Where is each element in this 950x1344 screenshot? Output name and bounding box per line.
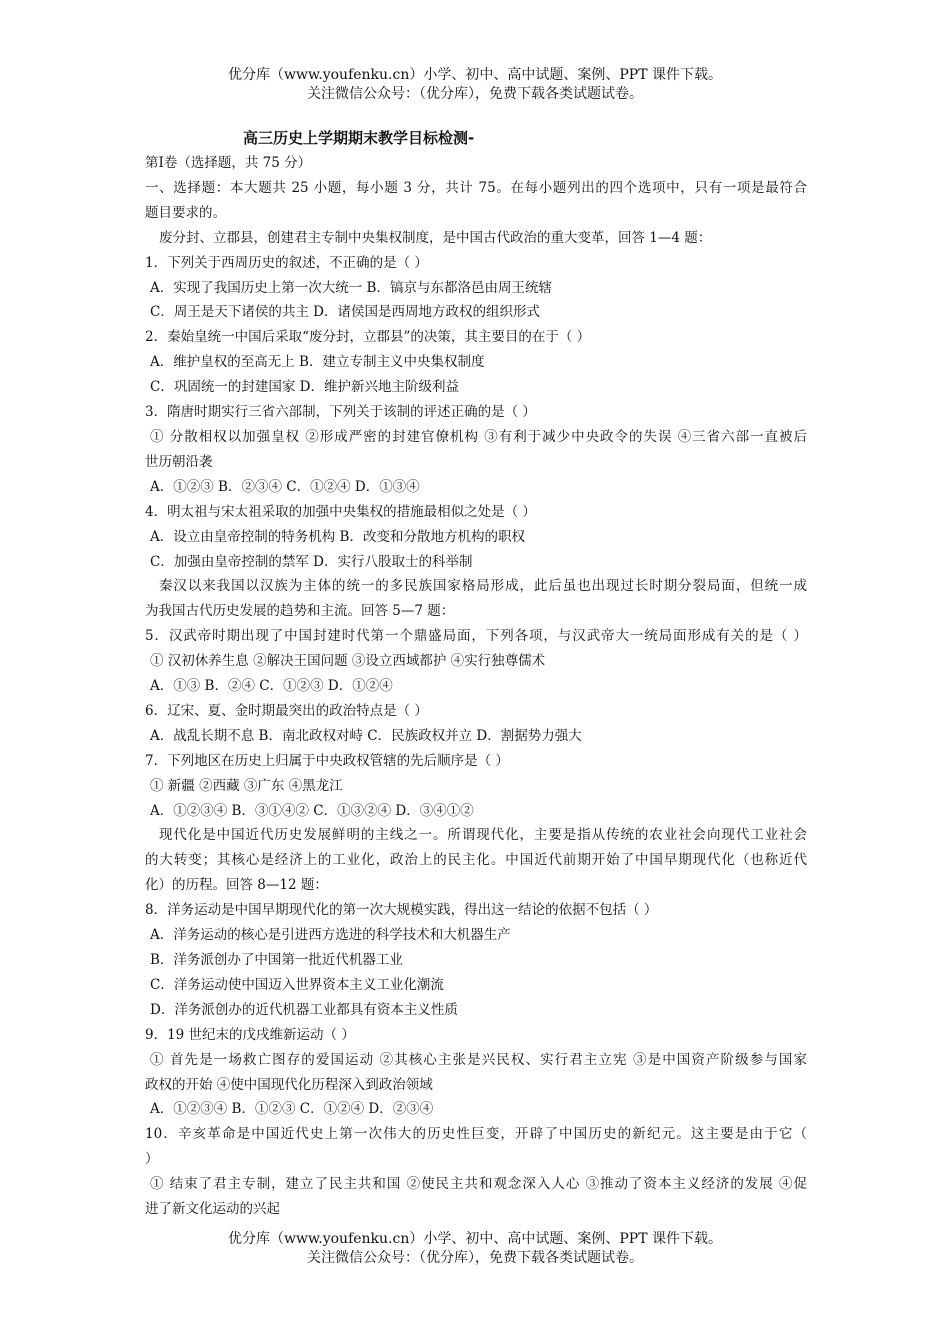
text-line: 现代化是中国近代历史发展鲜明的主线之一。所谓现代化，主要是指从传统的农业社会向现代工业社会 <box>159 827 807 844</box>
text-line: A．①②③④ B．③①④② C．①③②④ D．③④①② <box>150 802 474 819</box>
text-line: A．①②③ B．②③④ C．①②④ D．①③④ <box>150 478 420 495</box>
text-line: A．①③ B．②④ C．①②③ D．①②④ <box>150 678 393 695</box>
text-line: 一、选择题：本大题共 25 小题，每小题 3 分，共计 75。在每小题列出的四个选项中，只有一项是最符合 <box>145 179 807 196</box>
text-line: 7．下列地区在历史上归属于中央政权管辖的先后顺序是（ ） <box>145 752 509 769</box>
text-line: 5．汉武帝时期出现了中国封建时代第一个鼎盛局面，下列各项，与汉武帝大一统局面形成有关的是（ ） <box>145 628 807 645</box>
text-line: 4．明太祖与宋太祖采取的加强中央集权的措施最相似之处是（ ） <box>145 503 536 520</box>
text-line: ① 新疆 ②西藏 ③广东 ④黑龙江 <box>150 777 343 794</box>
text-line: ① 结束了君主专制，建立了民主共和国 ②使民主共和观念深入人心 ③推动了资本主义经济的发展 ④促 <box>150 1176 807 1193</box>
text-line: C．周王是天下诸侯的共主 D．诸侯国是西周地方政权的组织形式 <box>150 304 540 321</box>
text-line: 第Ⅰ卷（选择题，共 75 分） <box>145 155 312 171</box>
text-line: A．维护皇权的至高无上 B．建立专制主义中央集权制度 <box>150 354 485 371</box>
header-line-1: 优分库（www.youfenku.cn）小学、初中、高中试题、案例、PPT 课件下载。 <box>227 67 722 83</box>
document-body <box>145 151 807 1222</box>
text-line: 化）的历程。回答 8—12 题： <box>145 877 328 894</box>
text-line: ① 分散相权以加强皇权 ②形成严密的封建官僚机构 ③有利于减少中央政令的失误 ④三省六部一直被后 <box>150 428 807 445</box>
text-line: 8．洋务运动是中国早期现代化的第一次大规模实践，得出这一结论的依据不包括（ ） <box>145 902 658 919</box>
text-line: A．洋务运动的核心是引进西方选进的科学技术和大机器生产 <box>150 927 511 944</box>
header-line-2: 关注微信公众号：（优分库），免费下载各类试题试卷。 <box>307 86 643 102</box>
page-footer <box>0 1230 950 1268</box>
text-line: 6．辽宋、夏、金时期最突出的政治特点是（ ） <box>145 702 428 719</box>
text-line: 3．隋唐时期实行三省六部制，下列关于该制的评述正确的是（ ） <box>145 404 536 421</box>
text-line: B．洋务派创办了中国第一批近代机器工业 <box>150 952 403 968</box>
text-line: 9．19 世纪末的戊戌维新运动（ ） <box>145 1026 355 1043</box>
text-line: 废分封、立郡县，创建君主专制中央集权制度，是中国古代政治的重大变革，回答 1—4 题： <box>159 229 712 246</box>
page-header <box>0 66 950 104</box>
footer-line-1: 优分库（www.youfenku.cn）小学、初中、高中试题、案例、PPT 课件下载。 <box>227 1231 722 1247</box>
text-line: ） <box>145 1151 159 1168</box>
text-line: C．洋务运动使中国迈入世界资本主义工业化潮流 <box>150 976 444 993</box>
text-line: 1．下列关于西周历史的叙述，不正确的是（ ） <box>145 254 428 271</box>
text-line: 进了新文化运动的兴起 <box>145 1201 280 1218</box>
text-line: A．①②③④ B．①②③ C．①②④ D．②③④ <box>150 1101 434 1118</box>
text-line: 的大转变；其核心是经济上的工业化，政治上的民主化。中国近代前期开始了中国早期现代化（也称近代 <box>145 852 807 869</box>
text-line: 题目要求的。 <box>145 204 226 221</box>
text-line: ① 汉初休养生息 ②解决王国问题 ③设立西域都护 ④实行独尊儒术 <box>150 653 546 670</box>
text-line: 政权的开始 ④使中国现代化历程深入到政治领域 <box>145 1076 433 1093</box>
text-line: A．设立由皇帝控制的特务机构 B．改变和分散地方机构的职权 <box>150 528 525 545</box>
text-line: 为我国古代历史发展的趋势和主流。回答 5—7 题： <box>145 603 455 620</box>
text-line: ① 首先是一场救亡图存的爱国运动 ②其核心主张是兴民权、实行君主立宪 ③是中国资产阶级参与国家 <box>150 1051 807 1068</box>
text-line: C．巩固统一的封建国家 D．维护新兴地主阶级利益 <box>150 379 459 396</box>
text-line: 秦汉以来我国以汉族为主体的统一的多民族国家格局形成，此后虽也出现过长时期分裂局面，但统一成 <box>159 578 807 595</box>
text-line: A．实现了我国历史上第一次大统一 B．镐京与东都洛邑由周王统辖 <box>150 279 552 296</box>
document-title: 高三历史上学期期末教学目标检测- <box>243 129 475 147</box>
text-line: D．洋务派创办的近代机器工业都具有资本主义性质 <box>150 1001 458 1018</box>
text-line: 世历朝沿袭 <box>145 453 213 470</box>
text-line: A．战乱长期不息 B．南北政权对峙 C．民族政权并立 D．割据势力强大 <box>150 727 582 744</box>
footer-line-2: 关注微信公众号：（优分库），免费下载各类试题试卷。 <box>307 1250 643 1266</box>
text-line: 2．秦始皇统一中国后采取“废分封，立郡县”的决策，其主要目的在于（ ） <box>145 329 591 346</box>
text-line: 10．辛亥革命是中国近代史上第一次伟大的历史性巨变，开辟了中国历史的新纪元。这主要是由于它（ <box>145 1126 807 1143</box>
text-line: C．加强由皇帝控制的禁军 D．实行八股取士的科举制 <box>150 553 473 570</box>
